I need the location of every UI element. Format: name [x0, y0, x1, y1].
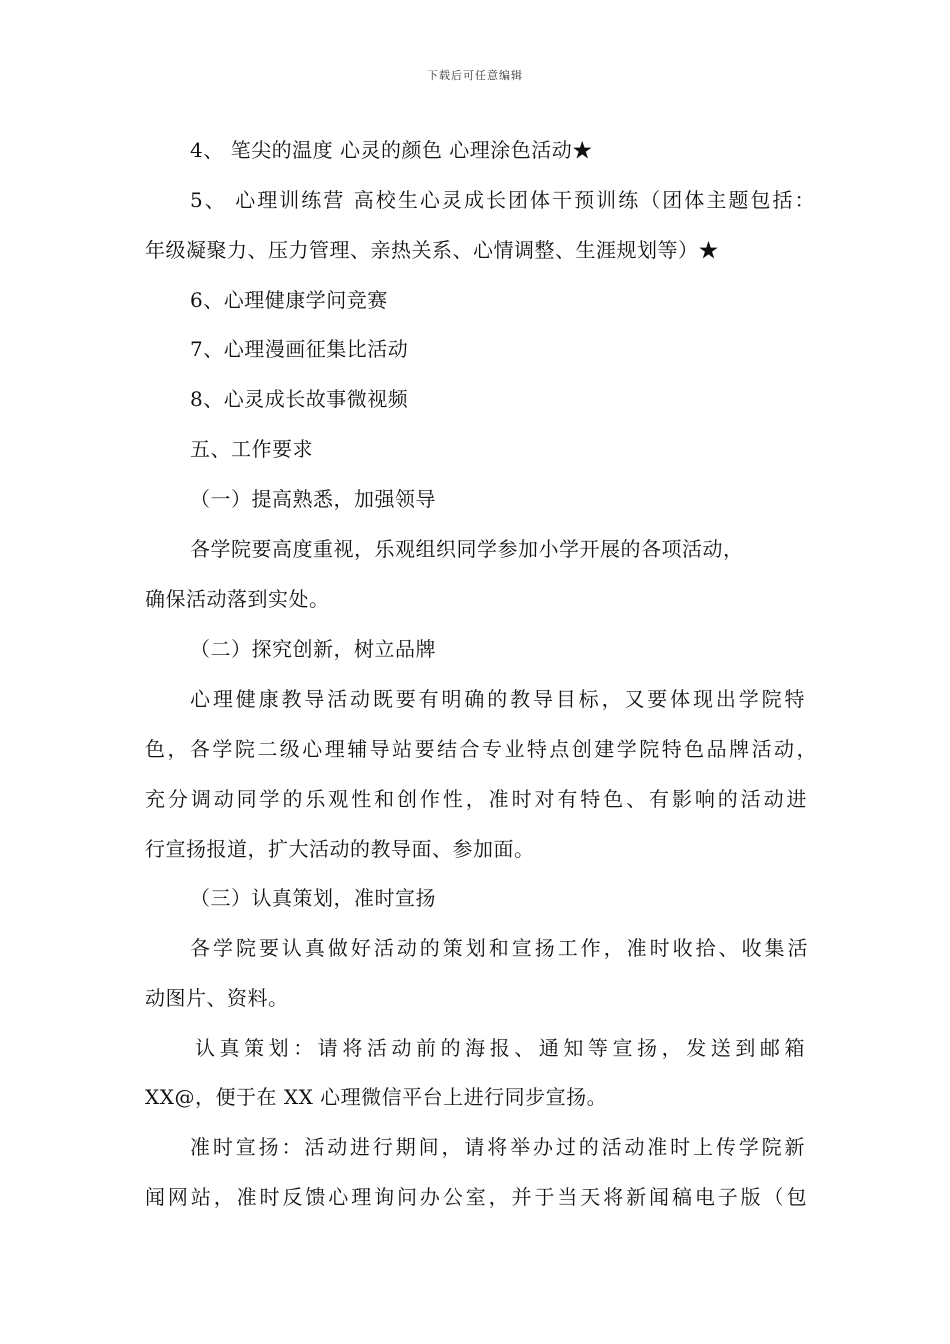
- paragraph-1-line-1: 各学院要高度重视，乐观组织同学参加小学开展的各项活动，: [190, 537, 744, 561]
- list-item-5-line-2: 年级凝聚力、压力管理、亲热关系、心情调整、生涯规划等）★: [145, 238, 719, 262]
- section-heading-5: 五、工作要求: [190, 437, 313, 461]
- list-item-7: 7、心理漫画征集比活动: [190, 337, 409, 361]
- paragraph-1-line-2: 确保活动落到实处。: [145, 587, 330, 611]
- list-item-6: 6、心理健康学问竞赛: [190, 288, 388, 312]
- paragraph-3-line-2: 动图片、资料。: [145, 986, 289, 1010]
- paragraph-2-line-2: 色，各学院二级心理辅导站要结合专业特点创建学院特色品牌活动，: [145, 737, 817, 761]
- list-item-4: 4、 笔尖的温度 心灵的颜色 心理涂色活动★: [190, 138, 593, 162]
- paragraph-4-line-1: 认真策划：请将活动前的海报、通知等宣扬，发送到邮箱: [195, 1036, 805, 1060]
- paragraph-2-line-4: 行宣扬报道，扩大活动的教导面、参加面。: [145, 837, 535, 861]
- paragraph-2-line-3: 充分调动同学的乐观性和创作性，准时对有特色、有影响的活动进: [145, 787, 807, 811]
- page-header-note: 下载后可任意编辑: [427, 69, 523, 82]
- paragraph-3-line-1: 各学院要认真做好活动的策划和宣扬工作，准时收拾、收集活: [190, 936, 808, 960]
- paragraph-5-line-1: 准时宣扬：活动进行期间，请将举办过的活动准时上传学院新: [190, 1135, 805, 1159]
- subheading-2: （二）探究创新，树立品牌: [190, 637, 436, 661]
- paragraph-5-line-2: 闻网站，准时反馈心理询问办公室，并于当天将新闻稿电子版（包: [145, 1185, 807, 1209]
- list-item-8: 8、心灵成长故事微视频: [190, 387, 409, 411]
- subheading-3: （三）认真策划，准时宣扬: [190, 886, 436, 910]
- subheading-1: （一）提高熟悉，加强领导: [190, 487, 436, 511]
- paragraph-4-line-2: XX@，便于在 XX 心理微信平台上进行同步宣扬。: [145, 1085, 608, 1109]
- list-item-5-line-1: 5、 心理训练营 高校生心灵成长团体干预训练（团体主题包括：: [190, 188, 815, 212]
- paragraph-2-line-1: 心理健康教导活动既要有明确的教导目标，又要体现出学院特: [190, 687, 805, 711]
